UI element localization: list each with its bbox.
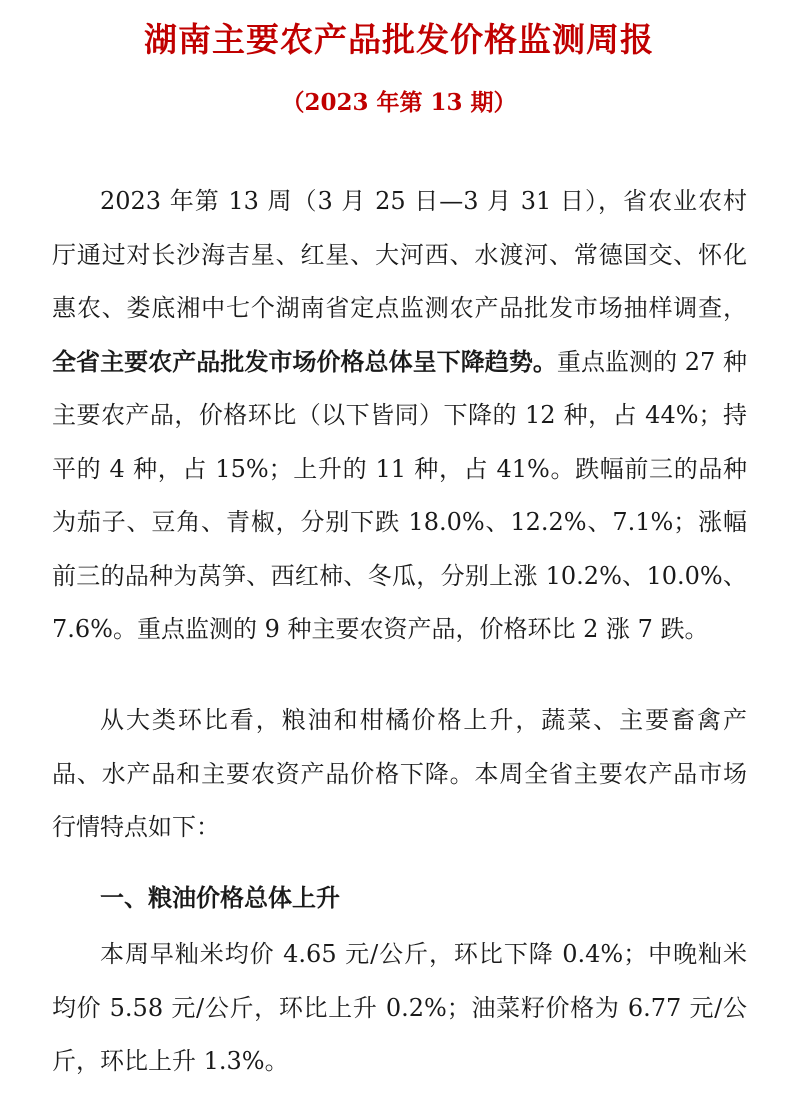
intro-highlight: 全省主要农产品批发市场价格总体呈下降趋势。 [52, 347, 557, 376]
overview-paragraph: 从大类环比看，粮油和柑橘价格上升，蔬菜、主要畜禽产品、水产品和主要农资产品价格下降。本周全省主要农产品市场行情特点如下： [52, 706, 747, 841]
intro-text-part1: 2023 年第 13 周（3 月 25 日—3 月 31 日），省农业农村厅通过对长沙海吉星、红星、大河西、水渡河、常德国交、怀化惠农、娄底湘中七个湖南省定点监测农产品批发市场抽样调查， [52, 187, 747, 322]
issue-number: （2023 年第 13 期） [281, 89, 517, 116]
intro-paragraph [52, 175, 747, 657]
intro-text-part2: 重点监测的 27 种主要农产品，价格环比（以下皆同）下降的 12 种，占 44%；持平的 4 种，占 15%；上升的 11 种，占 41%。跌幅前三的品种为茄子、豆角、青椒，分别下跌 18.0%、12.2%、7.1%；涨幅前三的品种为莴笋、西红柿、冬瓜，分别上涨 10.2%、10.0%、7.6%。重点监测的 9 种主要农资产品，价格环比 2 涨 7 跌。 [52, 347, 748, 643]
report-title: 湖南主要农产品批发价格监测周报 [144, 20, 654, 59]
section-paragraph-grain-oil: 本周早籼米均价 4.65 元/公斤，环比下降 0.4%；中晚籼米均价 5.58 元/公斤，环比上升 0.2%；油菜籽价格为 6.77 元/公斤，环比上升 1.3%。 [52, 940, 747, 1075]
section-heading-grain-oil: 一、粮油价格总体上升 [100, 884, 340, 912]
